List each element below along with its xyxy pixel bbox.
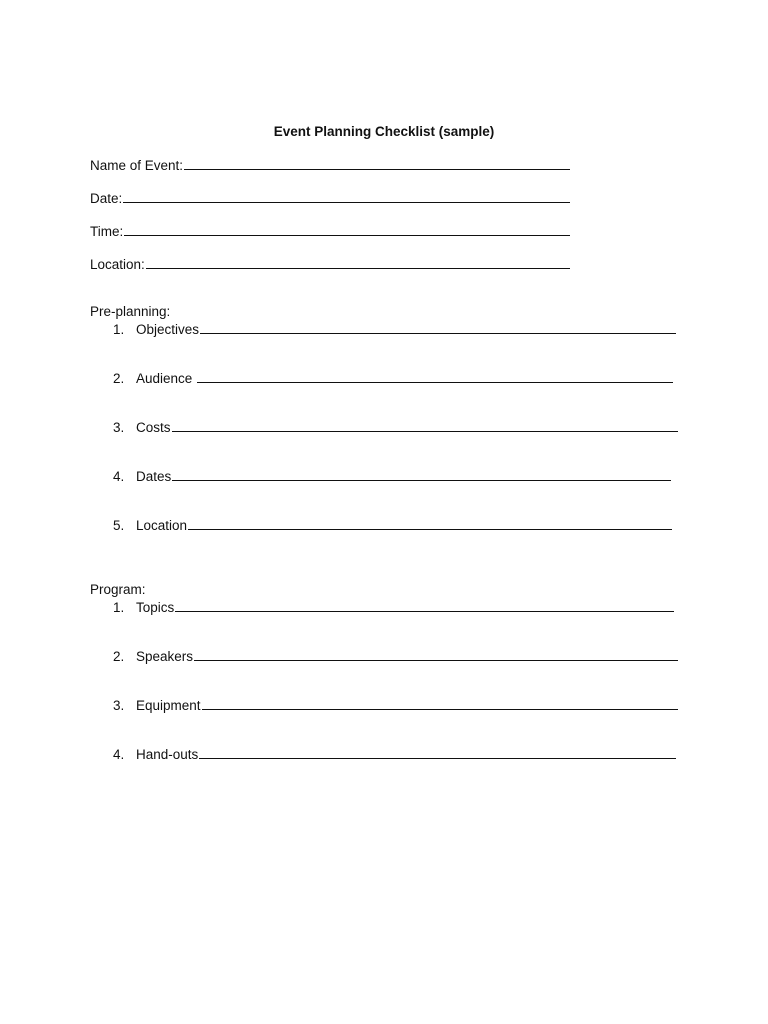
fill-in-line[interactable] — [199, 745, 676, 759]
item-number: 4. — [113, 747, 125, 762]
list-item-location — [110, 516, 672, 534]
fill-in-line[interactable] — [194, 647, 678, 661]
fill-in-line[interactable] — [188, 516, 672, 530]
field-label: Date: — [90, 191, 123, 206]
fill-in-line[interactable] — [202, 696, 678, 710]
field-label: Time: — [90, 224, 124, 239]
document-title: Event Planning Checklist (sample) — [273, 124, 495, 139]
item-number: 2. — [113, 649, 125, 664]
fill-in-line[interactable] — [200, 320, 676, 334]
fill-in-line[interactable] — [175, 598, 674, 612]
section-heading-preplanning: Pre-planning: — [90, 304, 171, 319]
fill-in-line[interactable] — [123, 189, 570, 203]
item-number: 1. — [113, 600, 125, 615]
fill-in-line[interactable] — [146, 255, 570, 269]
list-item-costs — [110, 418, 678, 436]
fill-in-line[interactable] — [197, 369, 673, 383]
item-number: 5. — [113, 518, 125, 533]
item-label: Location — [136, 518, 188, 533]
list-item-speakers — [110, 647, 678, 665]
list-item-hand-outs — [110, 745, 676, 763]
item-label: Hand-outs — [136, 747, 199, 762]
list-item-equipment — [110, 696, 678, 714]
fill-in-line[interactable] — [124, 222, 570, 236]
item-label: Objectives — [136, 322, 200, 337]
field-date — [90, 189, 570, 207]
section-heading-program: Program: — [90, 582, 146, 597]
list-item-audience — [110, 369, 673, 387]
fill-in-line[interactable] — [172, 418, 678, 432]
list-item-topics — [110, 598, 674, 616]
item-label: Topics — [136, 600, 175, 615]
item-label: Speakers — [136, 649, 194, 664]
item-label: Equipment — [136, 698, 201, 713]
field-name-of-event — [90, 156, 570, 174]
item-number: 3. — [113, 698, 125, 713]
item-number: 2. — [113, 371, 125, 386]
fill-in-line[interactable] — [184, 156, 570, 170]
item-number: 3. — [113, 420, 125, 435]
item-number: 4. — [113, 469, 125, 484]
list-item-dates — [110, 467, 671, 485]
item-label: Audience — [136, 371, 197, 386]
field-location — [90, 255, 570, 273]
field-label: Name of Event: — [90, 158, 184, 173]
item-number: 1. — [113, 322, 125, 337]
field-label: Location: — [90, 257, 145, 272]
list-item-objectives — [110, 320, 676, 338]
field-time — [90, 222, 570, 240]
item-label: Costs — [136, 420, 171, 435]
fill-in-line[interactable] — [172, 467, 671, 481]
item-label: Dates — [136, 469, 172, 484]
